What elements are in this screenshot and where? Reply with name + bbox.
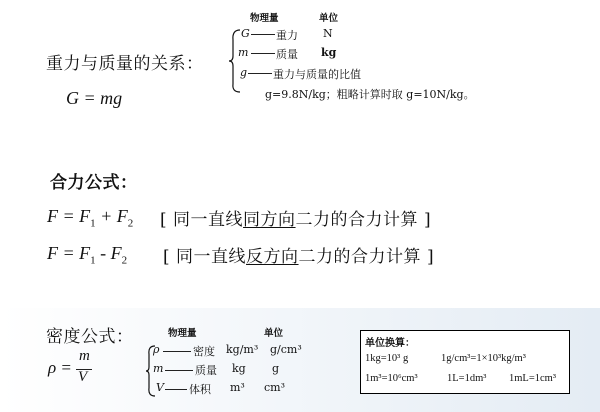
gravity-unit-m: kg	[321, 46, 337, 59]
density-name-v: 体积	[189, 383, 211, 396]
gravity-note: g=9.8N/kg；粗略计算时取 g=10N/kg。	[265, 88, 475, 101]
density-formula	[48, 358, 72, 378]
density-name-rho: 密度	[193, 345, 215, 358]
note-underlined: 反方向	[246, 247, 299, 267]
gravity-name-m: 质量	[276, 48, 298, 61]
conversion-line1b: 1g/cm³=1×10³kg/m³	[441, 353, 526, 364]
density-unit1-v: m³	[230, 381, 245, 394]
gravity-symbol-m: m	[238, 46, 249, 59]
gravity-unit-g: N	[323, 27, 333, 40]
density-header-unit: 单位	[264, 328, 284, 339]
density-dash	[165, 389, 187, 390]
gravity-dash	[251, 53, 275, 54]
density-header-quantity: 物理量	[168, 328, 197, 339]
gravity-brace	[228, 28, 242, 94]
gravity-symbol-g: G	[241, 27, 250, 40]
resultant-note-opposite	[163, 242, 434, 267]
conversion-title: 单位换算：	[365, 338, 415, 349]
density-title: 密度公式：	[46, 327, 134, 347]
resultant-formula-opposite	[47, 243, 127, 267]
subscript: 2	[127, 217, 134, 230]
conversion-line2b: 1L=1dm³	[447, 373, 487, 384]
density-numerator: m	[79, 348, 90, 364]
density-unit2-rho: g/cm³	[270, 343, 302, 356]
gravity-dash	[248, 73, 272, 74]
density-unit2-m: g	[272, 362, 280, 375]
subscript: 1	[90, 254, 96, 267]
subscript: 1	[90, 217, 96, 230]
conversion-line1a: 1kg=10³ g	[365, 353, 409, 364]
note-part: [ 同一直线	[163, 247, 247, 267]
formula-part: F = F	[47, 243, 91, 263]
gravity-title: 重力与质量的关系：	[46, 54, 204, 74]
gravity-name-g: 重力	[276, 29, 298, 42]
conversion-line2c: 1mL=1cm³	[509, 373, 556, 384]
note-underlined: 同方向	[243, 210, 296, 230]
density-name-m: 质量	[195, 364, 217, 377]
unit-conversion-box	[360, 330, 570, 394]
gravity-header-quantity: 物理量	[250, 13, 279, 24]
density-unit1-m: kg	[232, 362, 246, 375]
density-dash	[165, 370, 193, 371]
density-dash	[163, 351, 191, 352]
density-denominator: V	[78, 369, 88, 385]
gravity-symbol-ratio: g	[240, 66, 248, 79]
gravity-name-ratio: 重力与质量的比值	[273, 68, 361, 81]
gravity-formula: G = mg	[66, 88, 123, 108]
resultant-note-same	[160, 205, 431, 230]
density-symbol-v: V	[156, 381, 164, 394]
note-part: 二力的合力计算 ]	[298, 247, 435, 267]
density-unit2-v: cm³	[264, 381, 286, 394]
note-part: 二力的合力计算 ]	[295, 210, 432, 230]
resultant-title: 合力公式：	[50, 173, 138, 193]
formula-part: F = F	[47, 206, 91, 226]
resultant-formula-same	[47, 206, 133, 230]
gravity-dash	[251, 34, 275, 35]
subscript: 2	[121, 254, 128, 267]
formula-part: + F	[95, 206, 128, 226]
density-symbol-rho: ρ	[153, 343, 160, 356]
density-rho: ρ =	[48, 358, 72, 377]
conversion-line2a: 1m³=10⁶cm³	[365, 373, 418, 384]
density-unit1-rho: kg/m³	[226, 343, 259, 356]
formula-part: - F	[95, 243, 122, 263]
density-symbol-m: m	[153, 362, 164, 375]
gravity-header-unit: 单位	[319, 13, 339, 24]
note-part: [ 同一直线	[160, 210, 244, 230]
